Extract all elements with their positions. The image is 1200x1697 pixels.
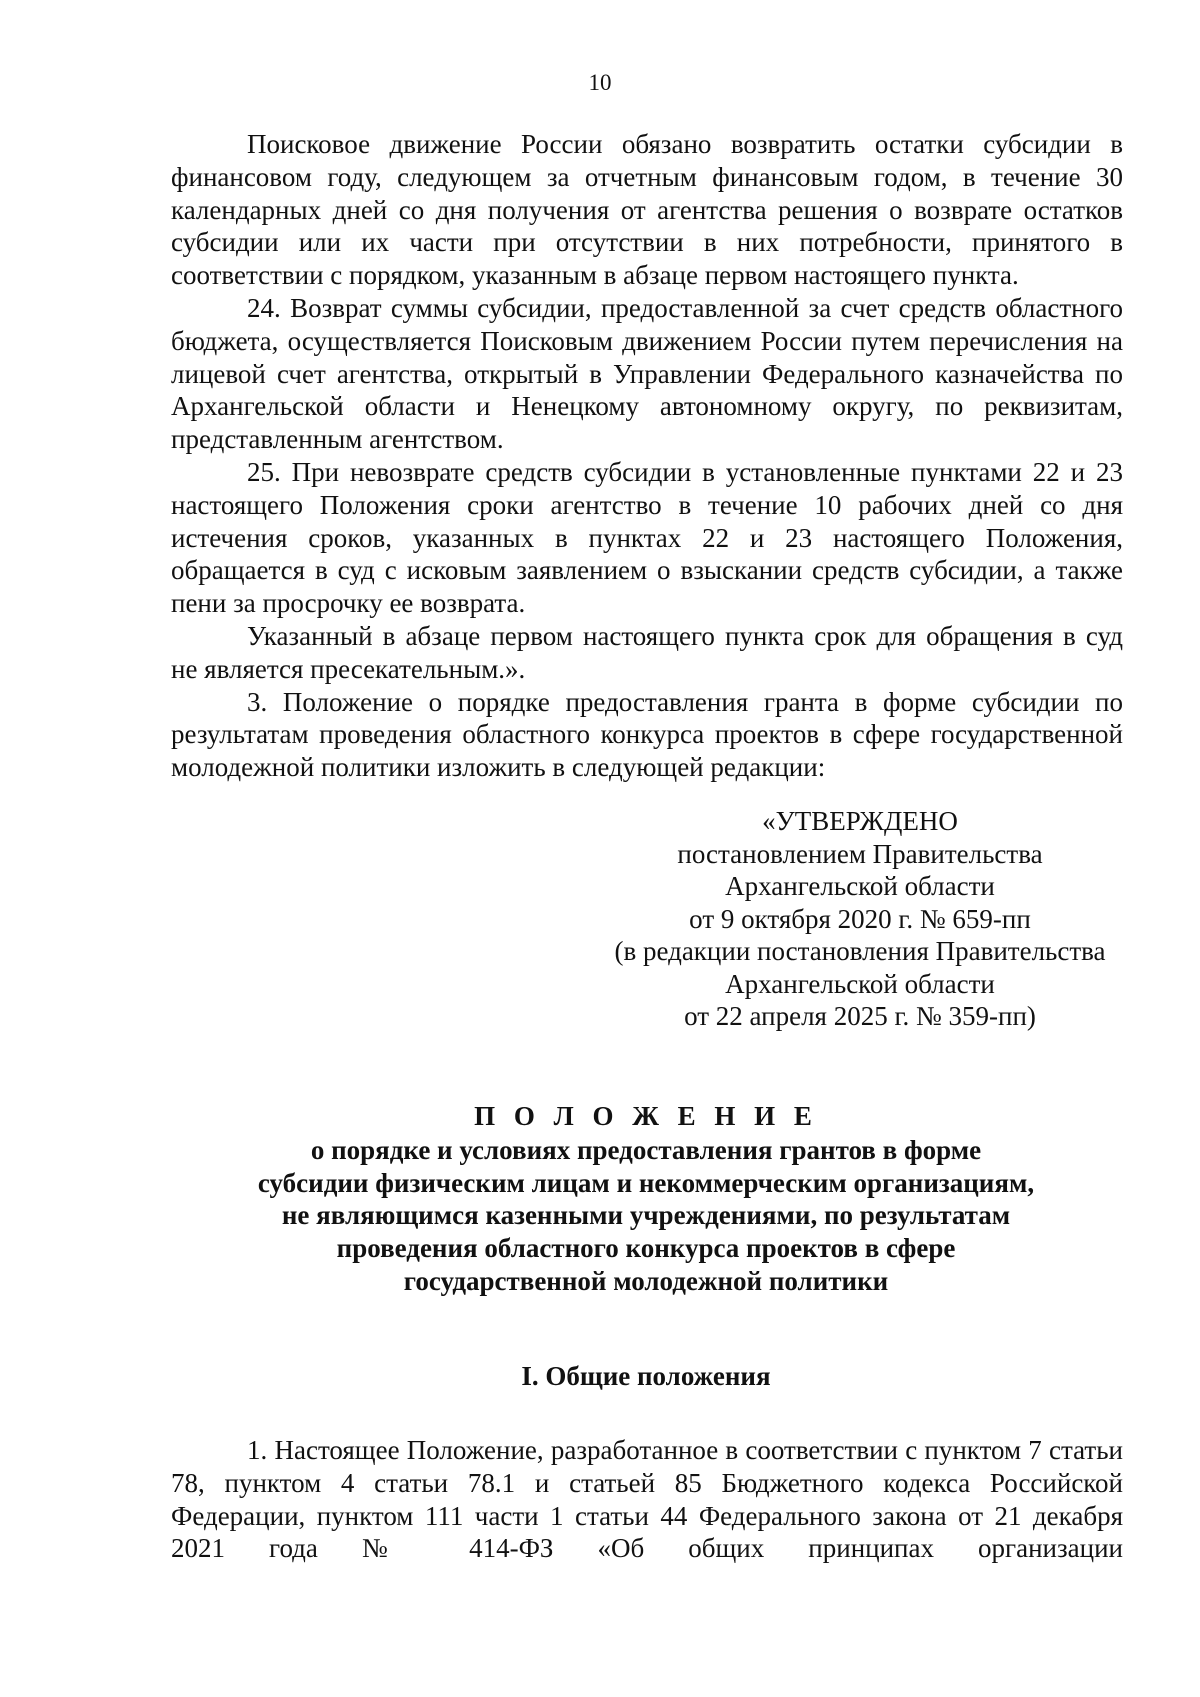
paragraph-return-remainder: Поисковое движение России обязано возвратить остатки субсидии в финансовом году, следующем за отчетным финансовым годом, в течение 30 календарных дней со дня получения от агентства решения о возврате остатков субсидии или их части при отсутствии в них потребности, принятого в соответствии с порядком, указанным в абзаце первом настоящего пункта.	[171, 129, 1123, 291]
body-text-top	[171, 128, 1123, 784]
approval-line: от 22 апреля 2025 г. № 359-пп)	[684, 1001, 1036, 1031]
page-number: 10	[588, 70, 612, 95]
title-line: проведения областного конкурса проектов в сфере	[336, 1233, 956, 1264]
document-title: П О Л О Ж Е Н И Е	[474, 1101, 818, 1131]
approval-stamp-block	[580, 805, 1140, 1033]
body-text-bottom	[171, 1434, 1123, 1565]
paragraph-1: 1. Настоящее Положение, разработанное в соответствии с пунктом 7 статьи 78, пунктом 4 статьи 78.1 и статьей 85 Бюджетного кодекса Российской Федерации, пунктом 111 части 1 статьи 44 Федерального закона от 21 декабря 2021 года № 414-ФЗ «Об общих принципах организации	[171, 1435, 1123, 1564]
approval-line: Архангельской области	[725, 968, 995, 999]
regulation-title	[160, 1100, 1132, 1298]
approval-line: «УТВЕРЖДЕНО	[762, 806, 958, 836]
paragraph-25: 25. При невозврате средств субсидии в установленные пунктами 22 и 23 настоящего Положения сроки агентство в течение 10 рабочих дней со дня истечения сроков, указанных в пунктах 22 и 23 настоящего Положения, обращается в суд с исковым заявлением о взыскании средств субсидии, а также пени за просрочку ее возврата.	[171, 456, 1123, 619]
approval-line: (в редакции постановления Правительства	[614, 936, 1106, 966]
approval-line: Архангельской области	[725, 871, 995, 901]
paragraph-3: 3. Положение о порядке предоставления гранта в форме субсидии по результатам проведения областного конкурса проектов в сфере государственной молодежной политики изложить в следующей редакции:	[171, 686, 1123, 783]
title-line: субсидии физическим лицам и некоммерческим организациям,	[257, 1167, 1035, 1198]
approval-line: постановлением Правительства	[677, 838, 1043, 869]
paragraph-24: 24. Возврат суммы субсидии, предоставленной за счет средств областного бюджета, осуществляется Поисковым движением России путем перечисления на лицевой счет агентства, открытый в Управлении Федерального казначейства по Архангельской области и Ненецкому автономному округу, по реквизитам, представленным агентством.	[171, 292, 1123, 455]
approval-line: от 9 октября 2020 г. № 659-пп	[689, 903, 1031, 934]
title-line: государственной молодежной политики	[403, 1265, 889, 1296]
section-heading: I. Общие положения	[521, 1361, 771, 1391]
title-line: о порядке и условиях предоставления грантов в форме	[310, 1134, 982, 1165]
title-line: не являющимся казенными учреждениями, по результатам	[281, 1200, 1011, 1231]
paragraph-deadline: Указанный в абзаце первом настоящего пункта срок для обращения в суд не является пресекательным.».	[171, 620, 1123, 684]
